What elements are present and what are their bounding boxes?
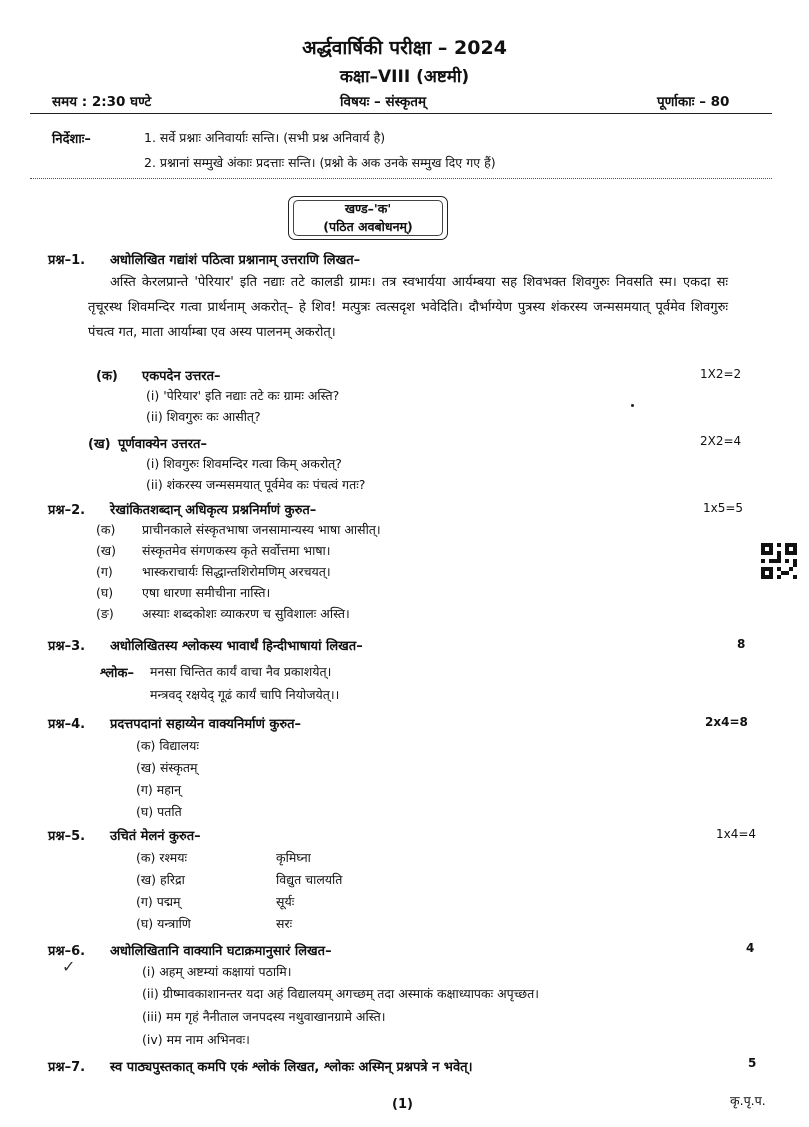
q4-marks: 2x4=8: [705, 715, 748, 729]
q4-item-4: (घ) पतति: [136, 804, 182, 819]
q1b-label: (ख): [88, 437, 111, 452]
exam-title: अर्द्धवार्षिकी परीक्षा – 2024: [302, 37, 507, 59]
q4-item-2: (ख) संस्कृतम्: [136, 760, 198, 775]
instruction-2: 2. प्रश्नानां सम्मुखे अंकाः प्रदत्ताः सन्ति। (प्रश्नो के अक उनके सम्मुख दिए गए हैं): [144, 155, 496, 170]
please-turn-over: कृ.पृ.प.: [730, 1093, 766, 1108]
section-name: खण्ड–'क': [344, 201, 392, 216]
q2-item-label-4: (घ): [96, 585, 114, 600]
q5-left-3: (ग) पद्मम्: [136, 894, 181, 909]
q6-text: अधोलिखितानि वाक्यानि घटाक्रमानुसारं लिखत–: [110, 944, 332, 959]
q1a-marks: 1X2=2: [700, 367, 742, 381]
q1-label: प्रश्न–1.: [48, 253, 86, 268]
q6-label: प्रश्न–6.: [48, 944, 86, 959]
q4-item-3: (ग) महान्: [136, 782, 182, 797]
q2-item-text-2: संस्कृतमेव संगणकस्य कृते सर्वोत्तमा भाषा।: [142, 543, 331, 558]
q3-shloka-label: श्लोक–: [100, 666, 135, 681]
q3-label: प्रश्न–3.: [48, 639, 86, 654]
q2-item-label-3: (ग): [96, 564, 113, 579]
section-box: [288, 196, 448, 240]
q7-text: स्व पाठ्यपुस्तकात् कमपि एकं श्लोकं लिखत, श्लोकः अस्मिन् प्रश्नपत्रे न भवेत्।: [110, 1060, 473, 1075]
q6-item-4: (iv) मम नाम अभिनवः।: [142, 1032, 250, 1047]
q1b-marks: 2X2=4: [700, 434, 742, 448]
q4-text: प्रदत्तपदानां सहाय्येन वाक्यनिर्माणं कुरुत–: [110, 717, 302, 732]
q3-text: अधोलिखितस्य श्लोकस्य भावार्थं हिन्दीभाषायां लिखत–: [110, 639, 363, 654]
q1b-text: पूर्णवाक्येन उत्तरत–: [118, 437, 207, 452]
instructions-label: निर्देशाः–: [52, 132, 91, 147]
q5-left-1: (क) रश्मयः: [136, 850, 188, 865]
q5-right-2: विद्युत चालयति: [276, 872, 343, 887]
q1a-item-2: (ii) शिवगुरुः कः आसीत्?: [146, 409, 261, 424]
instructions-divider: [30, 178, 772, 179]
q3-shloka-line-1: मनसा चिन्तित कार्यं वाचा नैव प्रकाशयेत्।: [150, 664, 332, 679]
q6-item-1: (i) अहम् अष्टम्यां कक्षायां पठामि।: [142, 964, 292, 979]
q5-right-4: सरः: [276, 916, 293, 931]
q5-left-2: (ख) हरिद्रा: [136, 872, 185, 887]
q5-label: प्रश्न–5.: [48, 829, 86, 844]
header-rule: [30, 113, 772, 114]
q2-item-text-3: भास्कराचार्यः सिद्धान्तशिरोमणिम् अरचयत्।: [142, 564, 331, 579]
q2-marks: 1x5=5: [703, 501, 744, 515]
page-number: (1): [392, 1097, 413, 1112]
section-subtitle: (पठित अवबोधनम्): [323, 219, 413, 234]
q5-right-3: सूर्यः: [276, 894, 295, 909]
q3-marks: 8: [737, 637, 746, 651]
q2-label: प्रश्न–2.: [48, 503, 86, 518]
instruction-1: 1. सर्वे प्रश्नाः अनिवार्याः सन्ति। (सभी प्रश्न अनिवार्य है): [144, 130, 386, 145]
q3-shloka-line-2: मन्त्रवद् रक्षयेद् गूढं कार्यं चापि नियोजयेत्।।: [150, 687, 340, 702]
time-duration: समय : 2:30 घण्टे: [52, 94, 152, 110]
class-line: कक्षा–VIII (अष्टमी): [339, 67, 470, 87]
ink-dot: [631, 404, 634, 407]
q1b-item-2: (ii) शंकरस्य जन्मसमयात् पूर्वमेव कः पंचत्वं गतः?: [146, 477, 366, 492]
q2-item-text-4: एषा धारणा समीचीना नास्ति।: [142, 585, 271, 600]
q1a-item-1: (i) 'पेरियार' इति नद्याः तटे कः ग्रामः अस्ति?: [146, 388, 340, 403]
check-mark-icon: ✓: [62, 957, 76, 976]
q2-text: रेखांकितशब्दान् अधिकृत्य प्रश्ननिर्माणं कुरुत–: [110, 503, 317, 518]
subject: विषयः – संस्कृतम्: [340, 94, 427, 110]
q7-label: प्रश्न–7.: [48, 1060, 86, 1075]
q6-item-2: (ii) ग्रीष्मावकाशानन्तर यदा अहं विद्यालयम् अगच्छम् तदा अस्माकं कक्षाध्यापकः अपृच्छत।: [142, 986, 540, 1001]
q5-left-4: (घ) यन्त्राणि: [136, 916, 191, 931]
q1a-label: (क): [96, 369, 118, 384]
max-marks: पूर्णाकाः – 80: [657, 94, 730, 110]
q2-item-text-5: अस्याः शब्दकोशः व्याकरण च सुविशालः अस्ति।: [142, 606, 350, 621]
q7-marks: 5: [748, 1056, 757, 1070]
q6-item-3: (iii) मम गृहं नैनीताल जनपदस्य नथुवाखानग्रामे अस्ति।: [142, 1009, 386, 1024]
q5-text: उचितं मेलनं कुरुत–: [110, 829, 201, 844]
q4-item-1: (क) विद्यालयः: [136, 738, 199, 753]
qr-code-icon: [761, 543, 797, 579]
q5-right-1: कृमिघ्ना: [276, 850, 311, 865]
q5-marks: 1x4=4: [716, 827, 757, 841]
q1a-text: एकपदेन उत्तरत–: [142, 369, 221, 384]
q2-item-label-2: (ख): [96, 543, 116, 558]
q4-label: प्रश्न–4.: [48, 717, 86, 732]
q1b-item-1: (i) शिवगुरुः शिवमन्दिर गत्वा किम् अकरोत्?: [146, 456, 342, 471]
q2-item-label-1: (क): [96, 522, 116, 537]
q2-item-text-1: प्राचीनकाले संस्कृतभाषा जनसामान्यस्य भाषा आसीत्।: [142, 522, 381, 537]
q2-item-label-5: (ङ): [96, 606, 114, 621]
q6-marks: 4: [746, 941, 755, 955]
q1-passage: अस्ति केरलप्रान्ते 'पेरियार' इति नद्याः तटे कालडी ग्रामः। तत्र स्वभार्यया आर्यम्बया सह शिवभक्त शिवगुरुः निवसति स्म। एकदा सः तृचूरस्थ शिवमन्दिर गत्वा प्रार्थनाम् अकरोत्– हे शिव! मत्पुत्रः त्वत्सदृश भवेदिति। दौर्भाग्येण पुत्रस्य शंकरस्य जन्मसमयात् पूर्वमेव शिवगुरुः पंचत्व गत, माता आर्याम्बा एव अस्य पालनम् अकरोत्।: [88, 275, 728, 340]
q1-text: अधोलिखित गद्यांशं पठित्वा प्रश्नानाम् उत्तराणि लिखत–: [110, 253, 361, 268]
